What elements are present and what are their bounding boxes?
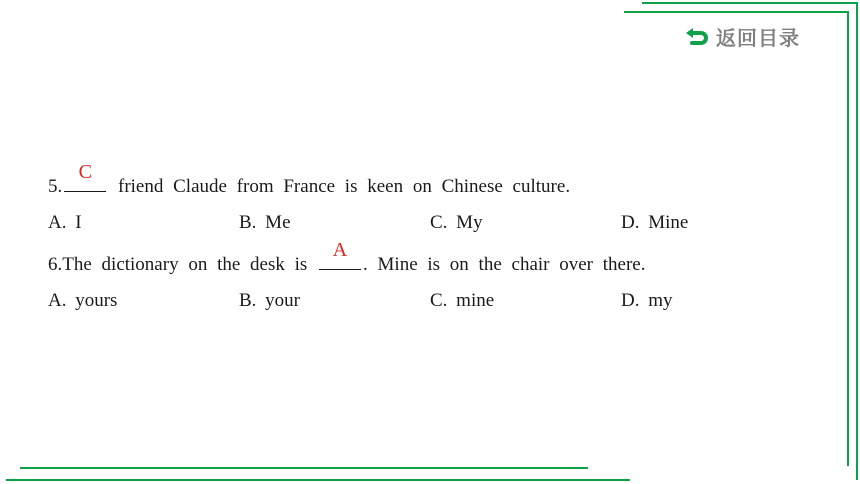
answer-text: A xyxy=(332,239,348,261)
option-d: D. Mine xyxy=(621,212,689,233)
question-text-after: friend Claude from France is keen on Chinese culture. xyxy=(108,176,571,197)
option-a: A. yours xyxy=(48,290,118,311)
option-a: A. I xyxy=(48,212,82,233)
answer-text: C xyxy=(78,161,92,183)
frame-bottom-line-outer xyxy=(6,479,630,481)
option-c: C. mine xyxy=(430,290,495,311)
answer-blank xyxy=(64,161,106,192)
option-b: B. your xyxy=(239,290,300,311)
option-d: D. my xyxy=(621,290,673,311)
frame-top-line xyxy=(624,11,849,13)
back-to-contents-button[interactable] xyxy=(684,22,800,50)
frame-right-line-outer xyxy=(856,2,858,480)
option-c: C. My xyxy=(430,212,483,233)
back-to-contents-label: 返回目录 xyxy=(716,25,800,50)
question-text-after: . Mine is on the chair over there. xyxy=(363,254,646,275)
question-number: 6. xyxy=(48,254,63,275)
option-b: B. Me xyxy=(239,212,291,233)
frame-top-line-inner xyxy=(642,2,857,4)
question-text-before: The dictionary on the desk is xyxy=(62,254,318,275)
frame-right-line xyxy=(847,11,849,466)
answer-blank xyxy=(319,239,361,270)
question-6-stem xyxy=(48,239,646,276)
frame-bottom-line xyxy=(20,467,588,469)
return-arrow-icon xyxy=(684,25,710,47)
question-number: 5. xyxy=(48,176,63,197)
question-5-stem xyxy=(48,161,571,198)
